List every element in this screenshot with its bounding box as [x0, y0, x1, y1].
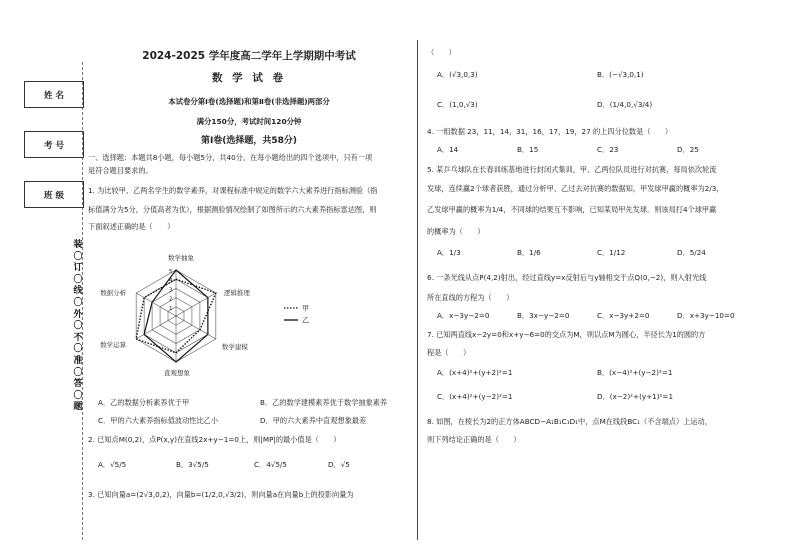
q7-option-b[interactable]: B．(x−4)²+(y−2)²=1 — [597, 368, 673, 377]
q1-line2: 标值满分为5分，分值高者为优），根据测验情况绘制了如图所示的六大素养指标雷达图，则 — [88, 205, 377, 214]
q4-option-b[interactable]: B．15 — [517, 145, 539, 154]
q4-stem: 4. 一组数据 23，11，14，31，16，17，19，27 的上四分位数是（ ） — [427, 127, 673, 136]
q6-option-c[interactable]: C．x−3y+2=0 — [597, 311, 650, 320]
radar-tick-label: 3 — [169, 287, 173, 294]
q3-option-c[interactable]: C．(1,0,√3) — [437, 100, 478, 109]
q5-option-a[interactable]: A．1/3 — [437, 248, 461, 257]
q7-option-c[interactable]: C．(x+4)²+(y−2)²=1 — [437, 392, 513, 401]
part1-heading: 第Ⅰ卷(选择题，共58分) — [200, 136, 298, 146]
q7-line2: 程是（ ） — [427, 348, 471, 357]
q8-line2: 则下列结论正确的是（ ） — [427, 435, 521, 444]
column-divider — [417, 40, 418, 540]
q5-line3: 乙发球甲赢的概率为1/4，不同球的结果互不影响，已知某局甲先发球．则该局打4个球甲赢 — [427, 205, 717, 214]
q2-option-d[interactable]: D．√5 — [328, 460, 350, 469]
q4-option-a[interactable]: A．14 — [437, 145, 459, 154]
section1-intro-line1: 一、选择题：本题共8小题，每小题5分，共40分。在每小题给出的四个选项中，只有一项 — [88, 153, 373, 162]
q6-line1: 6. 一条光线从点P(4,2)射出，经过直线y=x反射后与y轴相交于点Q(0,−2)，则入射光线 — [427, 273, 707, 282]
q4-option-c[interactable]: C．23 — [597, 145, 619, 154]
q5-line2: 发球，连续赢2个球者获胜，通过分析甲、乙过去对抗赛的数据知，甲发球甲赢的概率为2/3， — [427, 184, 724, 193]
radar-axis — [176, 293, 216, 316]
radar-axis-label: 直观想象 — [164, 369, 190, 377]
q7-line1: 7. 已知两直线x−2y=0和x+y−6=0的交点为M，则以点M为圆心，半径长为1的圆的方 — [427, 330, 706, 339]
radar-axis — [136, 316, 176, 339]
binding-warning-text: 装 〇 订 〇 线 〇 外 〇 不 〇 准 〇 答 〇 题 — [73, 240, 83, 413]
legend-label: 乙 — [302, 316, 309, 325]
q1-line3: 下面叙述正确的是（ ） — [88, 222, 175, 231]
radar-axis-label: 逻辑推理 — [223, 289, 250, 297]
q3-option-d[interactable]: D．(1/4,0,√3/4) — [597, 100, 653, 109]
radar-axis-label: 数学抽象 — [168, 254, 194, 262]
q1-option-b[interactable]: B．乙的数学建模素养优于数学抽象素养 — [260, 398, 388, 407]
q5-option-b[interactable]: B．1/6 — [517, 248, 541, 257]
radar-axis-label: 数据分析 — [100, 289, 127, 297]
q3-stem: 3. 已知向量a=(2√3,0,2)，向量b=(1/2,0,√3/2)，则向量a在向量b上的投影向量为 — [88, 490, 354, 499]
q3-option-a[interactable]: A．(√3,0,3) — [437, 70, 478, 79]
q5-option-c[interactable]: C．1/12 — [597, 248, 626, 257]
q5-line1: 5. 某乒乓球队在长春训练基地进行封闭式集训，甲、乙两位队员进行对抗赛，每局依次轮流 — [427, 165, 717, 174]
exam-number-label: 考 号 — [25, 132, 84, 158]
radar-axis-label: 数学运算 — [100, 341, 127, 349]
q2-option-b[interactable]: B．3√5/5 — [176, 460, 209, 469]
q5-option-d[interactable]: D．5/24 — [677, 248, 706, 257]
q3-option-b[interactable]: B．(−√3,0,1) — [597, 70, 644, 79]
q1-option-d[interactable]: D．甲的六大素养中直观想象最差 — [260, 416, 367, 425]
q1-option-c[interactable]: C．甲的六大素养指标值波动性比乙小 — [98, 416, 219, 425]
q3-stem-continued: （ ） — [427, 48, 456, 57]
section1-intro-line2: 是符合题目要求的。 — [88, 166, 153, 175]
class-label: 班 级 — [25, 182, 84, 208]
radar-tick-label: 2 — [169, 296, 173, 303]
q6-option-a[interactable]: A．x−3y−2=0 — [437, 311, 490, 320]
q7-option-d[interactable]: D．(x−2)²+(y+1)²=1 — [597, 392, 674, 401]
q7-option-a[interactable]: A．(x+4)²+(y+2)²=1 — [437, 368, 513, 377]
q6-line2: 所在直线的方程为（ ） — [427, 293, 514, 302]
student-info-table — [24, 81, 84, 208]
radar-tick-label: 5 — [169, 269, 173, 275]
q8-line1: 8. 如图，在棱长为2的正方体ABCD−A₁B₁C₁D₁中，点M在线段BC₁（不含端点）上运动， — [427, 417, 712, 426]
radar-tick-label: 4 — [169, 278, 173, 285]
radar-chart — [88, 238, 328, 398]
q5-line4: 的概率为（ ） — [427, 227, 485, 236]
q2-option-c[interactable]: C．4√5/5 — [254, 460, 287, 469]
legend-label: 甲 — [302, 304, 309, 313]
q6-option-d[interactable]: D．x+3y−10=0 — [677, 311, 735, 320]
q4-option-d[interactable]: D．25 — [677, 145, 699, 154]
subject-title: 数 学 试 卷 — [212, 72, 286, 84]
radar-tick-label: 1 — [169, 305, 173, 312]
exam-note-parts: 本试卷分第Ⅰ卷(选择题)和第Ⅱ卷(非选择题)两部分 — [168, 97, 330, 106]
q6-option-b[interactable]: B．3x−y−2=0 — [517, 311, 570, 320]
q2-stem: 2. 已知点M(0,2)，点P(x,y)在直线2x+y−1=0上，则|MP|的最小值是（ ） — [88, 435, 341, 444]
q1-option-a[interactable]: A．乙的数据分析素养优于甲 — [98, 398, 190, 407]
radar-axis-label: 数学建模 — [221, 343, 248, 351]
exam-note-score: 满分150分，考试时间120分钟 — [196, 117, 302, 126]
exam-title: 2024-2025 学年度高二学年上学期期中考试 — [142, 50, 356, 62]
radar-axis — [176, 316, 216, 339]
q2-option-a[interactable]: A．√5/5 — [98, 460, 127, 469]
name-label: 姓 名 — [25, 82, 84, 108]
q1-line1: 1. 为比较甲、乙两名学生的数学素养，对课程标准中规定的数学六大素养进行指标测验（指 — [88, 186, 378, 195]
